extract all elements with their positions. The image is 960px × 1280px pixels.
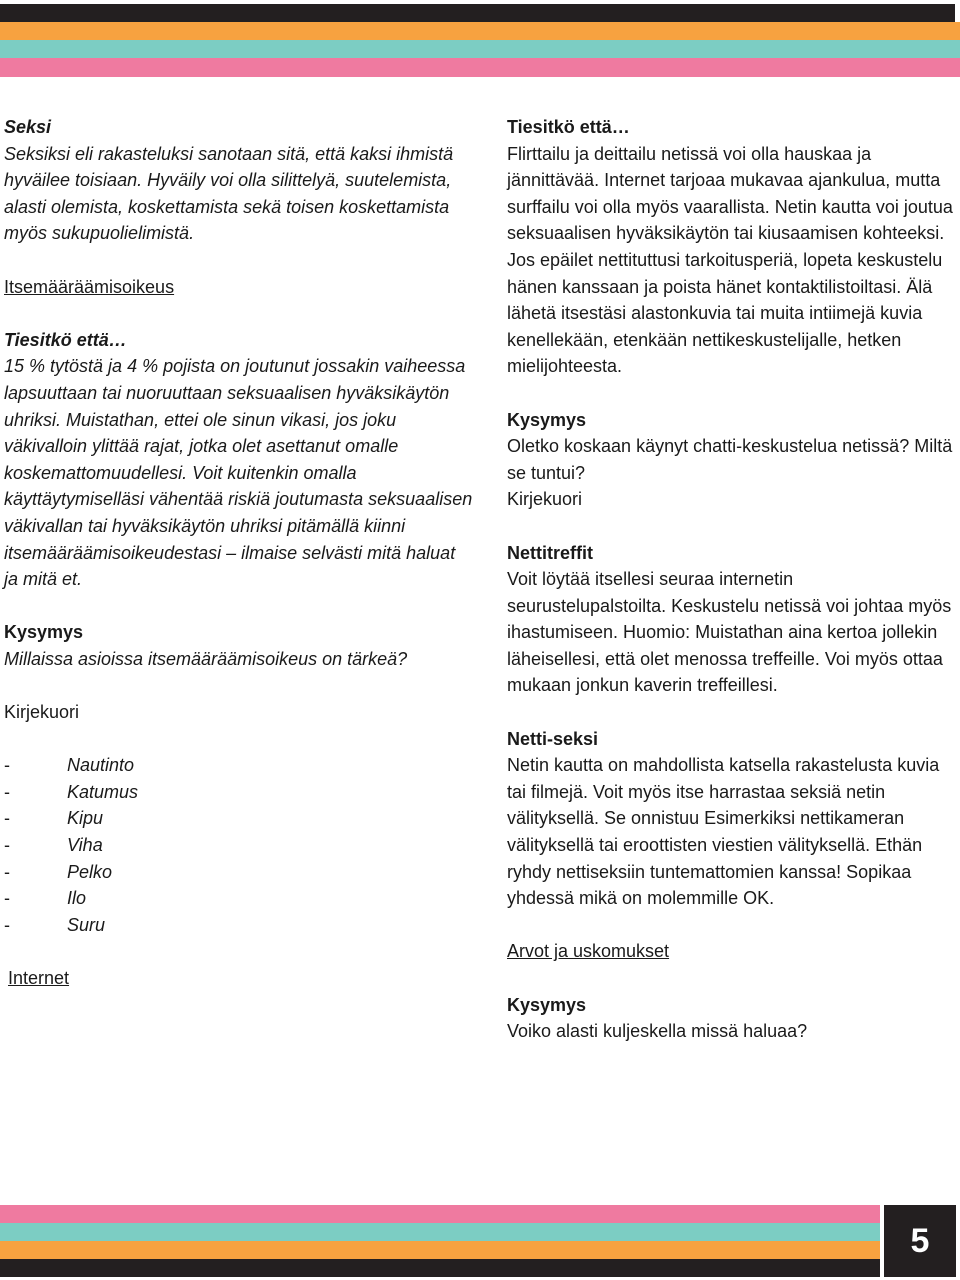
tiesitko-heading-left: Tiesitkö että… — [4, 329, 127, 350]
kirjekuori-right: Kirjekuori — [507, 489, 583, 510]
bottom-stripe-orange — [0, 1241, 880, 1259]
kysymys-heading-left: Kysymys — [4, 622, 84, 643]
bottom-stripe-pink — [0, 1205, 880, 1223]
list-item: - Kipu — [4, 808, 104, 829]
list-item: - Nautinto — [4, 755, 135, 776]
page-number: 5 — [884, 1205, 956, 1277]
tiesitko-heading-right: Tiesitkö että… — [507, 117, 630, 137]
list-item: - Ilo — [4, 888, 87, 909]
list-item: - Katumus — [4, 781, 139, 802]
kysymys-text-right-2: Voiko alasti kuljeskella missä haluaa? — [507, 1021, 808, 1042]
kysymys-heading-right-2: Kysymys — [507, 994, 587, 1015]
kirjekuori-left: Kirjekuori — [4, 702, 80, 723]
itsemaaraamisoikeus-link[interactable]: Itsemääräämisoikeus — [4, 276, 175, 297]
list-item: - Pelko — [4, 861, 113, 882]
top-stripe-pink — [0, 58, 960, 77]
nettitreffit-text: Voit löytää itsellesi seuraa internetin seurustelupalstoilta. Keskustelu netissä voi johtaa myös ihastumiseen. Huomio: Muistathan aina kertoa jollekin läheisellesi, että olet menossa treffeille. Voi myös ottaa mukaan jonkun kaverin treffeillesi. — [507, 569, 952, 696]
kysymys-text-right-1: Oletko koskaan käynyt chatti-keskustelua netissä? Miltä se tuntui? — [507, 436, 953, 483]
top-stripe-teal — [0, 40, 960, 58]
list-item: - Suru — [4, 914, 106, 935]
tiesitko-text-right: Flirttailu ja deittailu netissä voi olla hauskaa ja jännittävää. Internet tarjoaa mukavaa ajankulua, mutta surffailu voi olla myös vaarallista. Netin kautta voi joutua seksuaalisen hyväksikäytön tai kiusaamisen kohteeksi. Jos epäilet nettituttusi tarkoitusperiä, lopeta keskustelu hänen kanssaan ja poista hänet kontaktilistoiltasi. Älä lähetä itsestäsi alastonkuvia tai muita intiimejä kuvia kenellekään, etenkään nettikeskustelijalle, hetken mielijohteesta. — [507, 143, 953, 377]
nettiseksi-heading: Netti-seksi — [507, 728, 599, 749]
nettiseksi-text: Netin kautta on mahdollista katsella rakastelusta kuvia tai filmejä. Voit myös itse harrastaa seksiä netin välityksellä. Se onnistuu Esimerkiksi nettikameran välityksellä tai eroottisten viestien välityksellä. Ethän ryhdy nettiseksiin tuntemattomien kanssa! Sopikaa yhdessä mikä on molemmille OK. — [507, 755, 940, 909]
top-stripe-dark — [0, 4, 955, 22]
left-column — [4, 114, 474, 992]
feelings-list — [4, 752, 474, 938]
right-column — [507, 114, 957, 1045]
arvot-link[interactable]: Arvot ja uskomukset — [507, 941, 670, 962]
tiesitko-text-left: 15 % tytöstä ja 4 % pojista on joutunut jossakin vaiheessa lapsuuttaan tai nuoruuttaan seksuaalisen hyväksikäytön uhriksi. Muistathan, ettei ole sinun vikasi, jos joku väkivalloin ylittää rajat, jotka olet asettanut omalle koskemattomuudellesi. Voit kuitenkin omalla käyttäytymiselläsi vähentää riskiä joutumasta seksuaalisen väkivallan tai hyväksikäytön uhriksi pitämällä kiinni itsemääräämisoikeudestasi – ilmaise selvästi mitä haluat ja mitä et. — [4, 356, 473, 590]
seksi-text: Seksiksi eli rakasteluksi sanotaan sitä, että kaksi ihmistä hyväilee toisiaan. Hyväily voi olla silittelyä, suutelemista, alasti olemista, koskettamista sekä toisen koskettamista myös sukupuolielimistä. — [4, 143, 454, 244]
internet-link[interactable]: Internet — [8, 968, 70, 988]
nettitreffit-heading: Nettitreffit — [507, 542, 593, 563]
bottom-stripe-dark — [0, 1259, 880, 1277]
kysymys-heading-right-1: Kysymys — [507, 409, 587, 430]
kysymys-text-left: Millaissa asioissa itsemääräämisoikeus on tärkeä? — [4, 648, 408, 669]
bottom-stripe-teal — [0, 1223, 880, 1241]
seksi-heading: Seksi — [4, 117, 52, 137]
list-item: - Viha — [4, 835, 103, 856]
top-stripe-orange — [0, 22, 960, 40]
